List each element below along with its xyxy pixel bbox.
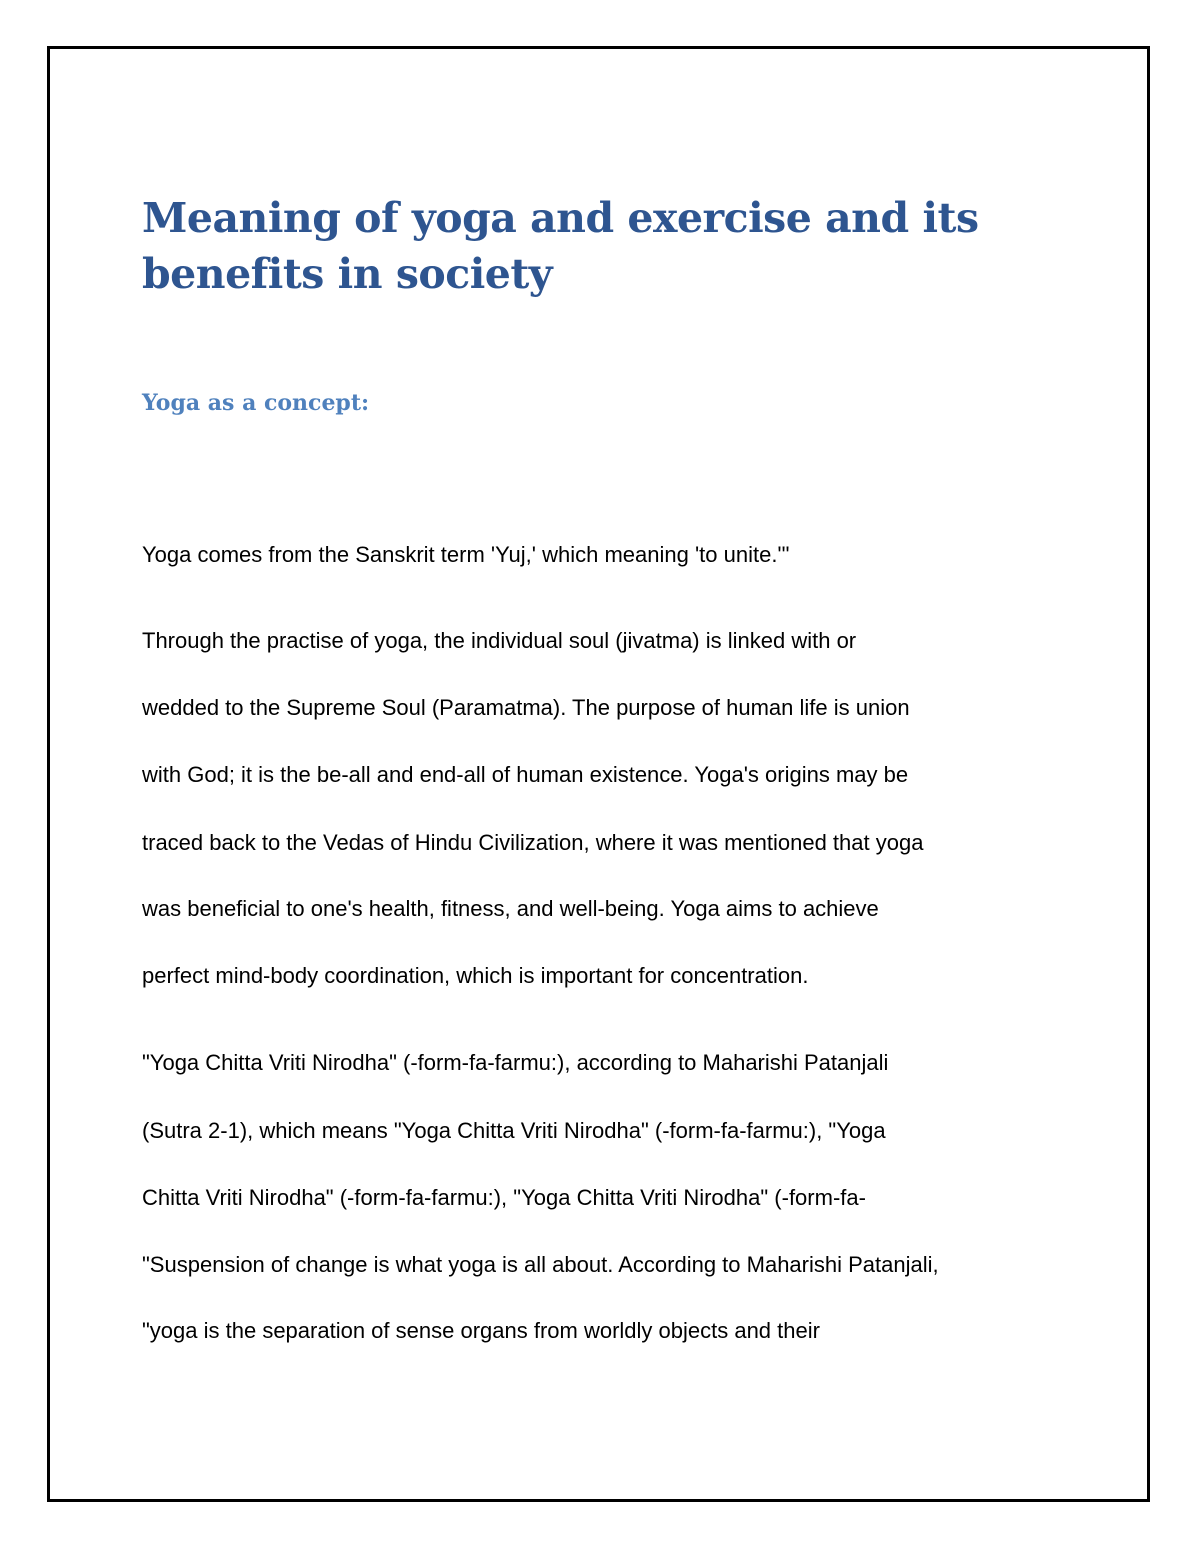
paragraph-3-line-4: "Suspension of change is what yoga is all about. According to Maharishi Patanjali, (142, 1252, 939, 1277)
paragraph-2-line-4: traced back to the Vedas of Hindu Civilization, where it was mentioned that yoga (142, 830, 924, 855)
paragraph-3-line-5: "yoga is the separation of sense organs from worldly objects and their (142, 1318, 820, 1343)
paragraph-1-line-1: Yoga comes from the Sanskrit term 'Yuj,' which meaning 'to unite.'" (142, 542, 790, 567)
paragraph-2-line-3: with God; it is the be-all and end-all of human existence. Yoga's origins may be (142, 762, 909, 787)
paragraph-3-line-1: "Yoga Chitta Vriti Nirodha" (-form-fa-farmu:), according to Maharishi Patanjali (142, 1050, 889, 1075)
paragraph-3-line-3: Chitta Vriti Nirodha" (-form-fa-farmu:), "Yoga Chitta Vriti Nirodha" (-form-fa- (142, 1185, 866, 1210)
paragraph-2-line-5: was beneficial to one's health, fitness, and well-being. Yoga aims to achieve (142, 896, 879, 921)
paragraph-2-line-2: wedded to the Supreme Soul (Paramatma). The purpose of human life is union (142, 695, 910, 720)
paragraph-3-line-2: (Sutra 2-1), which means "Yoga Chitta Vriti Nirodha" (-form-fa-farmu:), "Yoga (142, 1118, 886, 1143)
section-heading: Yoga as a concept: (142, 390, 370, 416)
paragraph-2-line-1: Through the practise of yoga, the individual soul (jivatma) is linked with or (142, 628, 857, 653)
document-title: Meaning of yoga and exercise and its benefits in society (142, 194, 979, 298)
paragraph-2-line-6: perfect mind-body coordination, which is important for concentration. (142, 963, 809, 988)
